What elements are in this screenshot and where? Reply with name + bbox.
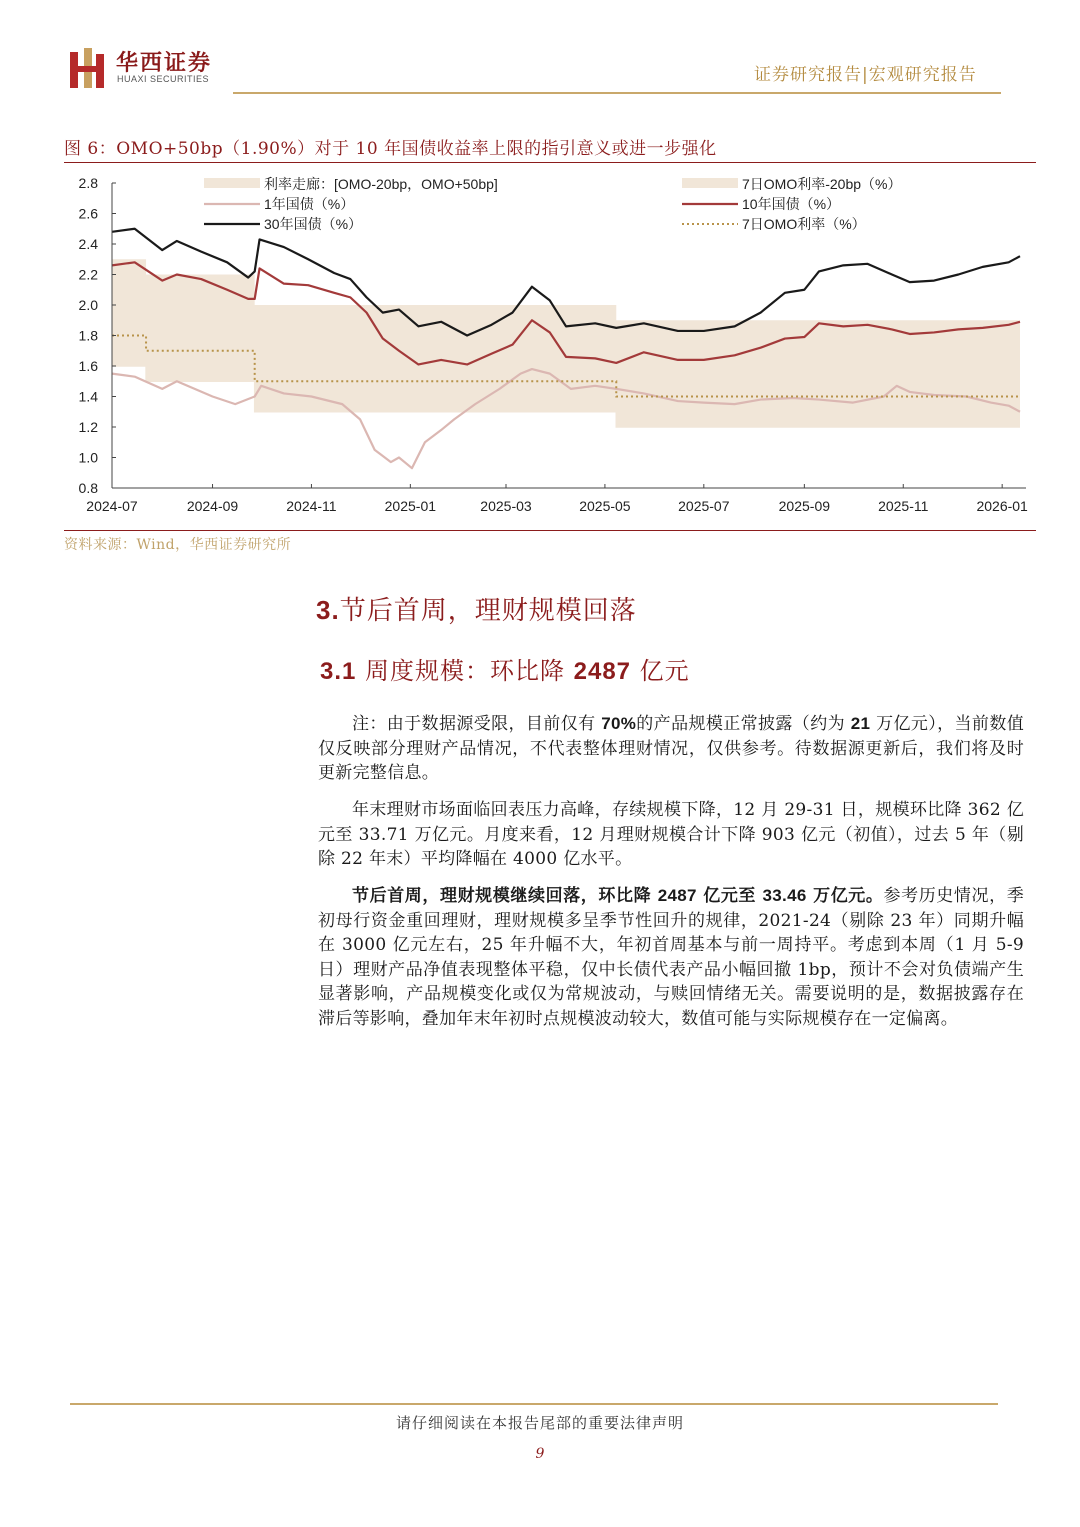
x-tick-label: 2024-11: [286, 498, 337, 514]
x-tick-label: 2024-09: [186, 498, 239, 514]
y-tick-label: 1.2: [78, 419, 98, 435]
subsection-value: 2487: [573, 658, 632, 685]
section-number: 3.: [316, 595, 340, 625]
legend-label: 7日OMO利率（%）: [742, 216, 866, 232]
p1-bold-percent: 70%: [601, 714, 637, 733]
header-divider: [233, 92, 1001, 94]
x-tick-label: 2025-07: [678, 498, 730, 514]
subsection-heading: [320, 651, 690, 686]
y-tick-label: 1.8: [78, 327, 98, 344]
legend-label: 7日OMO利率-20bp（%）: [742, 176, 902, 192]
subsection-number: 3.1: [320, 658, 357, 685]
x-tick-label: 2025-01: [384, 498, 437, 514]
p1-text-a: 注：由于数据源受限，目前仅有: [352, 714, 602, 734]
paragraph-note: [318, 712, 1024, 786]
figure-bottom-rule: [64, 530, 1036, 531]
logo-english-name: HUAXI SECURITIES: [117, 74, 210, 84]
legend-label: 30年国债（%）: [264, 216, 363, 232]
y-tick-label: 2.2: [78, 266, 98, 283]
footer-divider: [70, 1403, 998, 1405]
p3-bold-value-2: 33.46: [762, 886, 807, 905]
page-number: 9: [535, 1446, 545, 1462]
x-tick-label: 2025-11: [878, 498, 929, 514]
figure-source: 资料来源：Wind，华西证券研究所: [64, 537, 292, 553]
legend-label: 10年国债（%）: [742, 196, 841, 212]
figure-title: 图 6：OMO+50bp（1.90%）对于 10 年国债收益率上限的指引意义或进一步强化: [64, 139, 717, 159]
y-tick-label: 2.6: [78, 205, 98, 222]
figure-top-rule: [64, 162, 1036, 163]
legend-label: 1年国债（%）: [264, 196, 355, 212]
p3-bold-value-1: 2487: [657, 886, 697, 905]
p3-bold-a: 节后首周，理财规模继续回落，环比降: [352, 886, 658, 906]
x-tick-label: 2026-01: [976, 498, 1028, 514]
section-heading-text: 节后首周，理财规模回落: [339, 596, 637, 626]
legend-swatch: [204, 178, 260, 188]
y-tick-label: 2.8: [78, 175, 98, 191]
y-tick-label: 2.0: [78, 297, 98, 313]
logo-chinese-name: 华西证券: [116, 51, 213, 76]
subsection-text-c: 亿元: [631, 657, 690, 685]
huaxi-logo-icon: [70, 48, 106, 88]
p1-text-e: 万亿元），当前数值仅反映部分理财产品情况，不代表整体理财情况，仅供参考。待数据源更新后，我们将及时更新完整信息。: [318, 714, 1025, 783]
yield-chart: [64, 166, 1036, 528]
x-tick-label: 2025-05: [579, 498, 631, 514]
p3-text-f: 参考历史情况，季初母行资金重回理财，理财规模多呈季节性回升的规律，2021-24（剔除 23 年）同期升幅在 3000 亿元左右，25 年升幅不大，年初首周基本与前一周持平。考虑到本周（1 月 5-9 日）理财产品净值表现整体平稳，仅中长债代表产品小幅回撤 1bp，预计不会对负债端产生显著影响，产品规模变化或仅为常规波动，与赎回情绪无关。需要说明的是，数据披露存在滞后等影响，叠加年末年初时点规模波动较大，数值可能与实际规模存在一定偏离。: [318, 886, 1024, 1029]
y-tick-label: 0.8: [78, 480, 98, 496]
y-tick-label: 1.0: [78, 449, 98, 466]
paragraph-first-week: [318, 884, 1024, 1031]
x-tick-label: 2025-09: [778, 498, 831, 514]
y-tick-label: 1.4: [78, 388, 98, 405]
x-tick-label: 2025-03: [480, 498, 532, 514]
p3-bold-c: 亿元至: [696, 886, 763, 906]
p3-bold-e: 万亿元。: [806, 886, 884, 906]
x-tick-label: 2024-07: [86, 498, 138, 514]
company-logo: [70, 42, 220, 90]
y-tick-label: 2.4: [78, 236, 98, 252]
y-tick-label: 1.6: [78, 358, 98, 374]
p1-bold-value: 21: [850, 714, 871, 733]
legal-disclaimer: 请仔细阅读在本报告尾部的重要法律声明: [395, 1414, 684, 1432]
paragraph-year-end: 年末理财市场面临回表压力高峰，存续规模下降，12 月 29-31 日，规模环比降 362 亿元至 33.71 万亿元。月度来看，12 月理财规模合计下降 903 亿元（初值），过去 5 年（剔除 22 年末）平均降幅在 4000 亿水平。: [318, 800, 1024, 869]
series-corridor-band: [112, 259, 1020, 427]
section-heading: [316, 590, 637, 627]
p1-text-c: 的产品规模正常披露（约为: [636, 714, 851, 734]
legend-label: 利率走廊：[OMO-20bp，OMO+50bp]: [264, 176, 498, 192]
subsection-text-a: 周度规模：环比降: [356, 657, 574, 685]
legend-swatch: [682, 178, 738, 188]
report-category: 证券研究报告|宏观研究报告: [754, 65, 977, 85]
